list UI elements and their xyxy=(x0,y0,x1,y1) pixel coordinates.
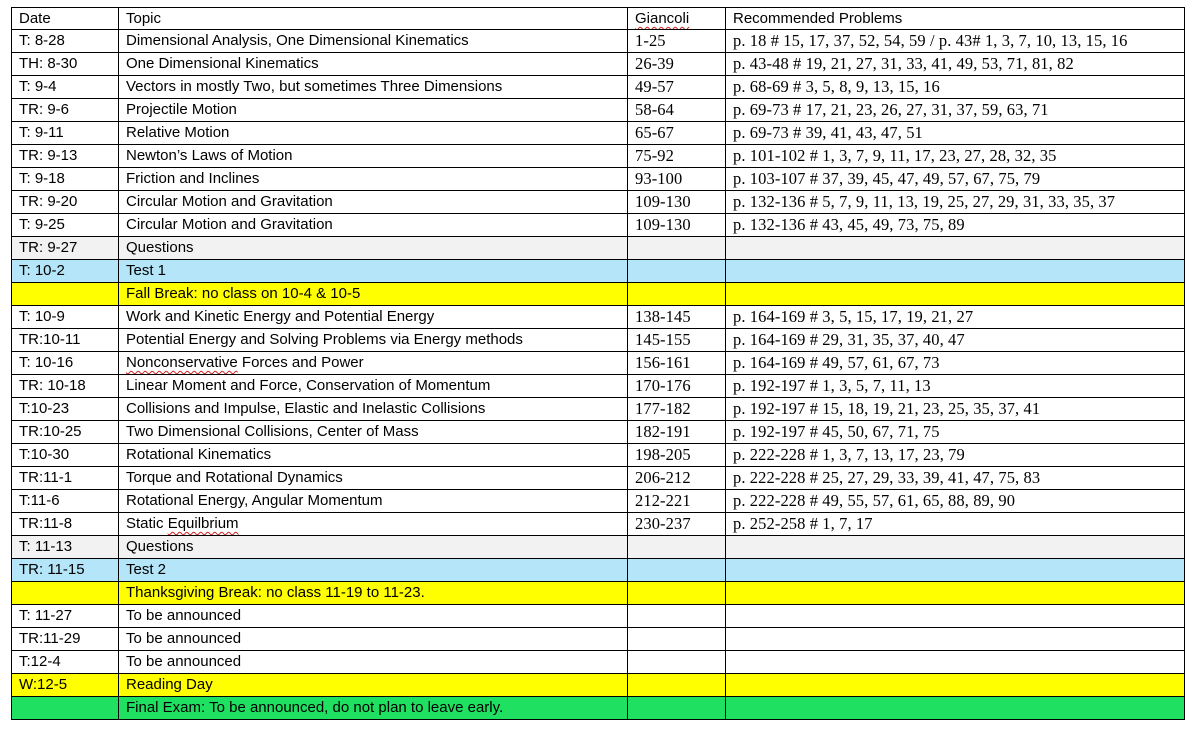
problems-cell xyxy=(726,674,1185,697)
problems-cell: p. 192-197 # 1, 3, 5, 7, 11, 13 xyxy=(726,375,1185,398)
table-row xyxy=(12,375,1185,398)
pages-cell: 182-191 xyxy=(628,421,726,444)
topic-cell: Circular Motion and Gravitation xyxy=(119,214,628,237)
problems-cell xyxy=(726,697,1185,720)
date-column-header: Date xyxy=(12,8,119,30)
pages-cell: 145-155 xyxy=(628,329,726,352)
topic-cell: Rotational Kinematics xyxy=(119,444,628,467)
topic-cell: Rotational Energy, Angular Momentum xyxy=(119,490,628,513)
date-cell: T: 10-9 xyxy=(12,306,119,329)
problems-cell xyxy=(726,582,1185,605)
pages-cell xyxy=(628,628,726,651)
table-row xyxy=(12,536,1185,559)
table-row xyxy=(12,582,1185,605)
problems-cell: p. 222-228 # 1, 3, 7, 13, 17, 23, 79 xyxy=(726,444,1185,467)
pages-cell xyxy=(628,237,726,260)
problems-cell xyxy=(726,260,1185,283)
pages-cell xyxy=(628,283,726,306)
problems-cell: p. 132-136 # 43, 45, 49, 73, 75, 89 xyxy=(726,214,1185,237)
date-cell: T: 10-2 xyxy=(12,260,119,283)
pages-cell: 138-145 xyxy=(628,306,726,329)
table-row xyxy=(12,30,1185,53)
pages-cell xyxy=(628,651,726,674)
topic-cell: Nonconservative Forces and Power xyxy=(119,352,628,375)
date-cell: T: 9-18 xyxy=(12,168,119,191)
problems-cell: p. 192-197 # 15, 18, 19, 21, 23, 25, 35, 37, 41 xyxy=(726,398,1185,421)
date-cell: TR: 9-6 xyxy=(12,99,119,122)
table-row xyxy=(12,76,1185,99)
pages-cell: 230-237 xyxy=(628,513,726,536)
date-cell xyxy=(12,283,119,306)
topic-column-header: Topic xyxy=(119,8,628,30)
topic-cell: To be announced xyxy=(119,605,628,628)
pages-cell xyxy=(628,674,726,697)
table-row xyxy=(12,329,1185,352)
topic-cell: Two Dimensional Collisions, Center of Mass xyxy=(119,421,628,444)
pages-cell: 58-64 xyxy=(628,99,726,122)
spellcheck-flagged-word: Nonconservative xyxy=(126,354,238,371)
table-row xyxy=(12,122,1185,145)
pages-cell: 26-39 xyxy=(628,53,726,76)
pages-cell xyxy=(628,582,726,605)
problems-cell: p. 164-169 # 29, 31, 35, 37, 40, 47 xyxy=(726,329,1185,352)
date-cell: TR:11-8 xyxy=(12,513,119,536)
problems-cell xyxy=(726,536,1185,559)
topic-cell: Reading Day xyxy=(119,674,628,697)
table-row xyxy=(12,191,1185,214)
problems-cell: p. 18 # 15, 17, 37, 52, 54, 59 / p. 43# 1, 3, 7, 10, 13, 15, 16 xyxy=(726,30,1185,53)
date-cell: T: 9-4 xyxy=(12,76,119,99)
table-row xyxy=(12,605,1185,628)
date-cell xyxy=(12,582,119,605)
table-row xyxy=(12,283,1185,306)
table-row xyxy=(12,53,1185,76)
date-cell: TR: 9-13 xyxy=(12,145,119,168)
topic-cell: To be announced xyxy=(119,651,628,674)
problems-cell xyxy=(726,605,1185,628)
date-cell: T:10-30 xyxy=(12,444,119,467)
problems-cell: p. 43-48 # 19, 21, 27, 31, 33, 41, 49, 53, 71, 81, 82 xyxy=(726,53,1185,76)
table-row xyxy=(12,513,1185,536)
table-row xyxy=(12,352,1185,375)
pages-header-label: Giancoli xyxy=(635,10,690,27)
date-cell: TR: 9-27 xyxy=(12,237,119,260)
problems-cell: p. 68-69 # 3, 5, 8, 9, 13, 15, 16 xyxy=(726,76,1185,99)
date-cell: T:10-23 xyxy=(12,398,119,421)
topic-cell: Final Exam: To be announced, do not plan to leave early. xyxy=(119,697,628,720)
table-row xyxy=(12,398,1185,421)
date-cell: TR: 11-15 xyxy=(12,559,119,582)
pages-cell: 1-25 xyxy=(628,30,726,53)
topic-cell: Circular Motion and Gravitation xyxy=(119,191,628,214)
pages-column-header xyxy=(628,8,726,30)
table-row xyxy=(12,490,1185,513)
topic-cell: Linear Moment and Force, Conservation of Momentum xyxy=(119,375,628,398)
topic-cell: Newton’s Laws of Motion xyxy=(119,145,628,168)
table-row xyxy=(12,99,1185,122)
pages-cell: 156-161 xyxy=(628,352,726,375)
topic-cell: Static Equilbrium xyxy=(119,513,628,536)
problems-cell xyxy=(726,283,1185,306)
problems-cell: p. 222-228 # 49, 55, 57, 61, 65, 88, 89, 90 xyxy=(726,490,1185,513)
topic-cell: Test 2 xyxy=(119,559,628,582)
problems-cell: p. 69-73 # 39, 41, 43, 47, 51 xyxy=(726,122,1185,145)
pages-cell xyxy=(628,559,726,582)
problems-cell: p. 164-169 # 3, 5, 15, 17, 19, 21, 27 xyxy=(726,306,1185,329)
problems-cell: p. 101-102 # 1, 3, 7, 9, 11, 17, 23, 27, 28, 32, 35 xyxy=(726,145,1185,168)
date-cell: T: 10-16 xyxy=(12,352,119,375)
problems-cell: p. 252-258 # 1, 7, 17 xyxy=(726,513,1185,536)
pages-cell: 198-205 xyxy=(628,444,726,467)
date-cell: T: 9-25 xyxy=(12,214,119,237)
table-row xyxy=(12,628,1185,651)
pages-cell: 177-182 xyxy=(628,398,726,421)
problems-cell: p. 103-107 # 37, 39, 45, 47, 49, 57, 67, 75, 79 xyxy=(726,168,1185,191)
date-cell: TR: 10-18 xyxy=(12,375,119,398)
topic-cell: To be announced xyxy=(119,628,628,651)
pages-cell xyxy=(628,536,726,559)
problems-cell: p. 222-228 # 25, 27, 29, 33, 39, 41, 47, 75, 83 xyxy=(726,467,1185,490)
date-cell: T: 9-11 xyxy=(12,122,119,145)
table-row xyxy=(12,306,1185,329)
date-cell: TR:10-11 xyxy=(12,329,119,352)
pages-cell: 206-212 xyxy=(628,467,726,490)
table-row xyxy=(12,559,1185,582)
pages-cell: 75-92 xyxy=(628,145,726,168)
pages-cell: 212-221 xyxy=(628,490,726,513)
problems-column-header: Recommended Problems xyxy=(726,8,1185,30)
table-row xyxy=(12,421,1185,444)
topic-cell: Friction and Inclines xyxy=(119,168,628,191)
schedule-table xyxy=(11,7,1185,720)
pages-cell xyxy=(628,260,726,283)
topic-cell: Potential Energy and Solving Problems via Energy methods xyxy=(119,329,628,352)
pages-cell: 109-130 xyxy=(628,214,726,237)
date-cell: T: 8-28 xyxy=(12,30,119,53)
pages-cell xyxy=(628,697,726,720)
topic-cell: Fall Break: no class on 10-4 & 10-5 xyxy=(119,283,628,306)
date-cell: T:11-6 xyxy=(12,490,119,513)
date-cell: TR:11-29 xyxy=(12,628,119,651)
table-row xyxy=(12,214,1185,237)
topic-cell: Projectile Motion xyxy=(119,99,628,122)
topic-cell: Thanksgiving Break: no class 11-19 to 11-23. xyxy=(119,582,628,605)
topic-cell: Collisions and Impulse, Elastic and Inelastic Collisions xyxy=(119,398,628,421)
problems-cell: p. 164-169 # 49, 57, 61, 67, 73 xyxy=(726,352,1185,375)
problems-cell xyxy=(726,628,1185,651)
topic-cell: Questions xyxy=(119,237,628,260)
problems-cell xyxy=(726,237,1185,260)
table-row xyxy=(12,651,1185,674)
table-row xyxy=(12,168,1185,191)
topic-cell: Work and Kinetic Energy and Potential Energy xyxy=(119,306,628,329)
date-cell: TR: 9-20 xyxy=(12,191,119,214)
table-header-row xyxy=(12,8,1185,30)
pages-cell: 109-130 xyxy=(628,191,726,214)
pages-cell: 65-67 xyxy=(628,122,726,145)
date-cell: T:12-4 xyxy=(12,651,119,674)
problems-cell: p. 69-73 # 17, 21, 23, 26, 27, 31, 37, 59, 63, 71 xyxy=(726,99,1185,122)
table-row xyxy=(12,444,1185,467)
topic-cell: Torque and Rotational Dynamics xyxy=(119,467,628,490)
table-row xyxy=(12,145,1185,168)
date-cell: TR:10-25 xyxy=(12,421,119,444)
date-cell: TR:11-1 xyxy=(12,467,119,490)
pages-cell: 49-57 xyxy=(628,76,726,99)
schedule-body xyxy=(12,30,1185,720)
problems-cell xyxy=(726,651,1185,674)
date-cell: W:12-5 xyxy=(12,674,119,697)
topic-cell: Questions xyxy=(119,536,628,559)
table-row xyxy=(12,467,1185,490)
problems-cell: p. 132-136 # 5, 7, 9, 11, 13, 19, 25, 27, 29, 31, 33, 35, 37 xyxy=(726,191,1185,214)
table-row xyxy=(12,237,1185,260)
pages-cell xyxy=(628,605,726,628)
table-row xyxy=(12,674,1185,697)
problems-cell xyxy=(726,559,1185,582)
topic-cell: Relative Motion xyxy=(119,122,628,145)
spellcheck-flagged-word: Equilbrium xyxy=(167,515,239,532)
date-cell xyxy=(12,697,119,720)
table-row xyxy=(12,697,1185,720)
topic-cell: Vectors in mostly Two, but sometimes Three Dimensions xyxy=(119,76,628,99)
topic-cell: Dimensional Analysis, One Dimensional Kinematics xyxy=(119,30,628,53)
problems-cell: p. 192-197 # 45, 50, 67, 71, 75 xyxy=(726,421,1185,444)
date-cell: T: 11-13 xyxy=(12,536,119,559)
pages-cell: 170-176 xyxy=(628,375,726,398)
topic-cell: One Dimensional Kinematics xyxy=(119,53,628,76)
date-cell: TH: 8-30 xyxy=(12,53,119,76)
topic-cell: Test 1 xyxy=(119,260,628,283)
pages-cell: 93-100 xyxy=(628,168,726,191)
date-cell: T: 11-27 xyxy=(12,605,119,628)
table-row xyxy=(12,260,1185,283)
